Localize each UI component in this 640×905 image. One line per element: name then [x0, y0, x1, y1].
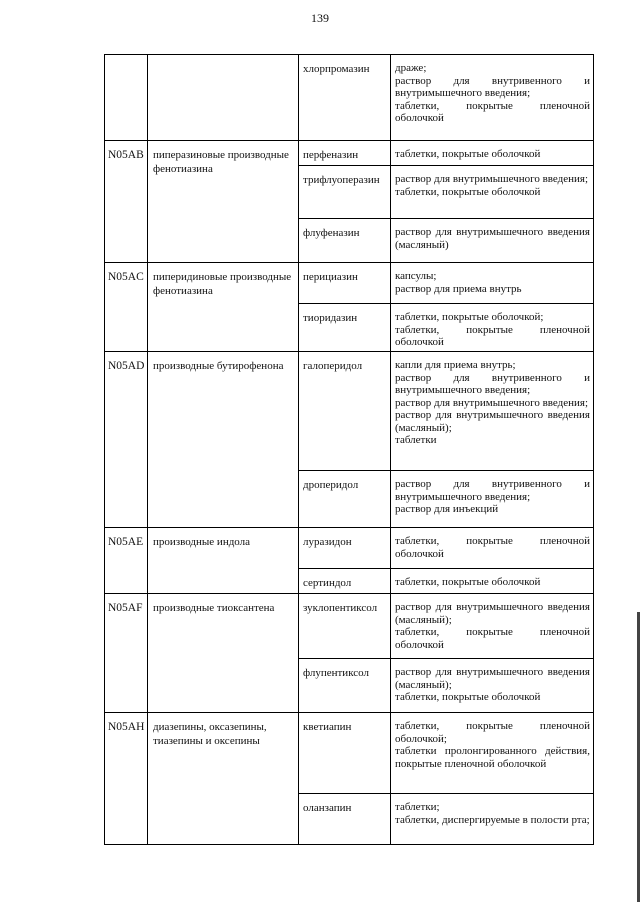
- dosage-forms: [391, 141, 594, 165]
- dosage-form: раствор для внутримышечного введения (масляный): [395, 226, 590, 251]
- atc-code-cell: N05AC: [104, 263, 148, 351]
- drug-name: сертиндол: [299, 569, 391, 593]
- dosage-form: раствор для приема внутрь: [395, 282, 522, 295]
- dosage-form: таблетки пролонгированного действия, покрытые пленочной оболочкой: [395, 745, 590, 770]
- dosage-form: таблетки, покрытые пленочной оболочкой: [395, 535, 590, 560]
- dosage-form: капли для приема внутрь;: [395, 359, 516, 371]
- drug-name: кветиапин: [299, 713, 391, 793]
- dosage-form: раствор для внутримышечного введения;: [395, 396, 589, 409]
- dosage-forms: [391, 659, 594, 712]
- drug-name: флуфеназин: [299, 219, 391, 262]
- drug-name: хлорпромазин: [299, 55, 391, 140]
- drug-name: галоперидол: [299, 352, 391, 470]
- atc-code-cell: N05AH: [104, 713, 148, 844]
- dosage-form: раствор для внутривенного и внутримышечного введения;: [395, 478, 590, 503]
- table-row: [104, 263, 594, 352]
- drug-group-cell: диазепины, оксазепины, тиазепины и оксепины: [148, 713, 299, 844]
- dosage-forms: [391, 263, 594, 303]
- dosage-forms: [391, 304, 594, 353]
- drug-entry: [299, 55, 594, 140]
- drug-name: дроперидол: [299, 471, 391, 527]
- atc-code-cell: N05AE: [104, 528, 148, 593]
- drug-name: оланзапин: [299, 794, 391, 844]
- drug-group-cell: производные бутирофенона: [148, 352, 299, 527]
- dosage-form: таблетки: [395, 434, 437, 446]
- dosage-form: раствор для внутривенного и внутримышечного введения;: [395, 371, 590, 396]
- dosage-form: таблетки, покрытые оболочкой: [395, 185, 541, 198]
- dosage-form: раствор для внутримышечного введения (масляный);: [395, 601, 590, 626]
- drug-entry: [299, 658, 594, 712]
- drug-entry: [299, 528, 594, 568]
- dosage-forms: [391, 471, 594, 527]
- drug-entry: [299, 303, 594, 353]
- drug-group-cell: пиперидиновые производные фенотиазина: [148, 263, 299, 351]
- drug-entry: [299, 470, 594, 527]
- table-row: [104, 713, 594, 845]
- drug-name: перициазин: [299, 263, 391, 303]
- dosage-forms: [391, 794, 594, 844]
- dosage-form: драже;: [395, 62, 427, 74]
- dosage-form: таблетки, диспергируемые в полости рта;: [395, 813, 590, 826]
- drug-name: флупентиксол: [299, 659, 391, 712]
- dosage-form: раствор для внутримышечного введения (масляный);: [395, 666, 590, 691]
- page-number: 139: [311, 11, 329, 25]
- drug-entry: [299, 793, 594, 844]
- drug-group-cell: производные тиоксантена: [148, 594, 299, 712]
- drug-group-cell: пиперазиновые производные фенотиазина: [148, 141, 299, 262]
- dosage-form: таблетки, покрытые оболочкой;: [395, 311, 544, 323]
- dosage-form: таблетки, покрытые пленочной оболочкой: [395, 99, 590, 124]
- dosage-form: таблетки;: [395, 801, 440, 813]
- drug-entry: [299, 263, 594, 303]
- dosage-form: таблетки, покрытые оболочкой: [395, 576, 541, 588]
- drug-entry: [299, 165, 594, 218]
- drug-name: зуклопентиксол: [299, 594, 391, 658]
- dosage-forms: [391, 55, 594, 140]
- drug-list: [299, 594, 594, 712]
- drug-entry: [299, 141, 594, 165]
- table-row: [104, 141, 594, 263]
- atc-code-cell: [104, 55, 148, 140]
- drug-entry: [299, 568, 594, 593]
- drug-entry: [299, 218, 594, 262]
- dosage-form: таблетки, покрытые пленочной оболочкой;: [395, 720, 590, 745]
- table-row: [104, 54, 594, 141]
- drug-name: луразидон: [299, 528, 391, 568]
- drug-classification-table: [104, 54, 594, 845]
- drug-list: [299, 141, 594, 262]
- table-row: [104, 594, 594, 713]
- dosage-forms: [391, 528, 594, 568]
- table-row: [104, 528, 594, 594]
- dosage-form: капсулы;: [395, 270, 437, 282]
- dosage-form: таблетки, покрытые оболочкой: [395, 691, 541, 703]
- dosage-form: таблетки, покрытые пленочной оболочкой: [395, 626, 590, 651]
- atc-code-cell: N05AD: [104, 352, 148, 527]
- drug-name: трифлуоперазин: [299, 166, 391, 218]
- dosage-forms: [391, 352, 594, 470]
- dosage-forms: [391, 569, 594, 593]
- drug-list: [299, 263, 594, 351]
- drug-group-cell: [148, 55, 299, 140]
- drug-name: перфеназин: [299, 141, 391, 165]
- dosage-forms: [391, 713, 594, 793]
- drug-list: [299, 55, 594, 140]
- drug-list: [299, 713, 594, 844]
- drug-group-cell: производные индола: [148, 528, 299, 593]
- atc-code-cell: N05AF: [104, 594, 148, 712]
- drug-list: [299, 352, 594, 527]
- drug-entry: [299, 352, 594, 470]
- dosage-form: раствор для инъекций: [395, 503, 499, 515]
- dosage-forms: [391, 219, 594, 262]
- dosage-form: таблетки, покрытые пленочной оболочкой: [395, 323, 590, 348]
- drug-entry: [299, 713, 594, 793]
- dosage-form: раствор для внутримышечного введения;: [395, 173, 589, 185]
- drug-name: тиоридазин: [299, 304, 391, 353]
- dosage-forms: [391, 594, 594, 658]
- dosage-form: раствор для внутривенного и внутримышечного введения;: [395, 74, 590, 99]
- drug-entry: [299, 594, 594, 658]
- dosage-forms: [391, 166, 594, 218]
- dosage-form: раствор для внутримышечного введения (масляный);: [395, 409, 590, 434]
- drug-list: [299, 528, 594, 593]
- dosage-form: таблетки, покрытые оболочкой: [395, 148, 541, 160]
- table-row: [104, 352, 594, 528]
- atc-code-cell: N05AB: [104, 141, 148, 262]
